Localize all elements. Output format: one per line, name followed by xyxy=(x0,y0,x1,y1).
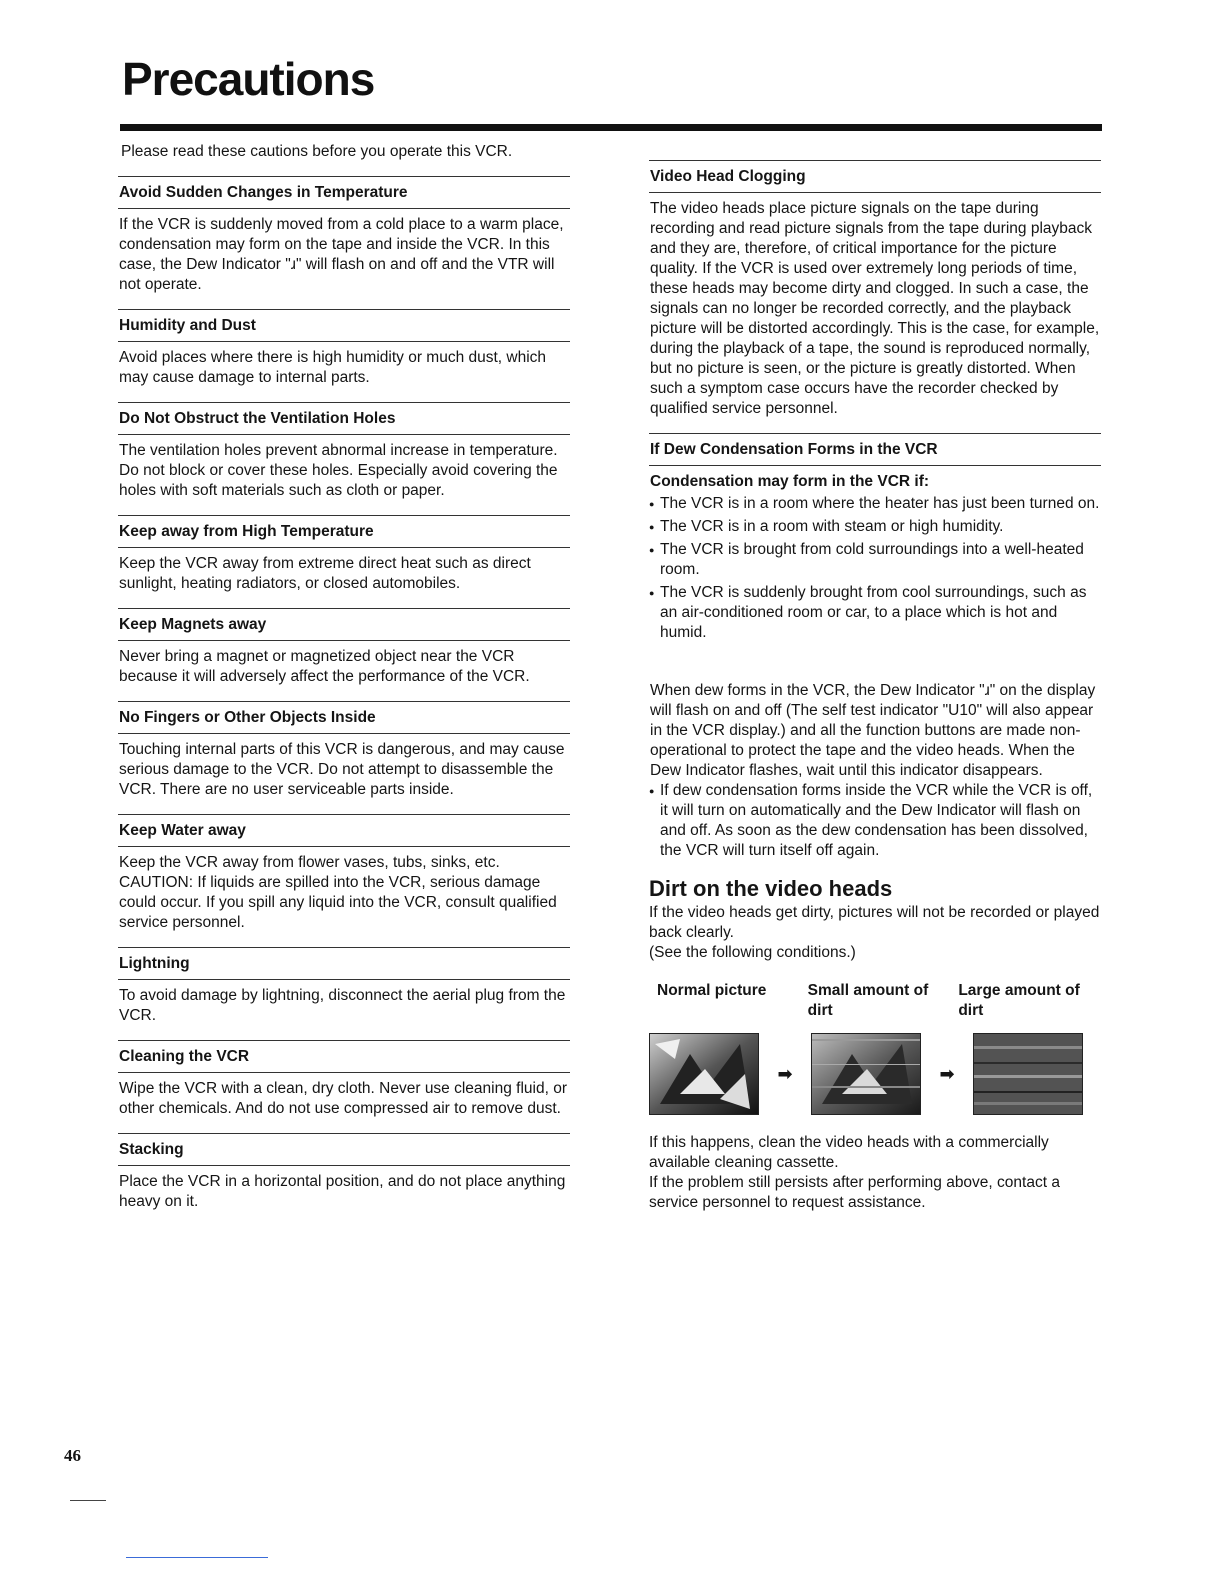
intro-text: Please read these cautions before you operate this VCR. xyxy=(121,143,513,160)
section-dirt-video-heads xyxy=(649,876,1101,1213)
section-heading: If Dew Condensation Forms in the VCR xyxy=(649,433,1101,466)
footer-line xyxy=(126,1557,268,1558)
section-heading: No Fingers or Other Objects Inside xyxy=(118,701,570,734)
section-cleaning xyxy=(118,1040,570,1119)
section-body: Place the VCR in a horizontal position, and do not place anything heavy on it. xyxy=(119,1173,566,1210)
section-body: If the VCR is suddenly moved from a cold place to a warm place, condensation may form on the tape and inside the VCR. In this case, the Dew Indicator "ɹ" will flash on and off and the VTR will not operate. xyxy=(119,216,564,293)
section-heading: Video Head Clogging xyxy=(649,160,1101,193)
dew-subheading: Condensation may form in the VCR if: xyxy=(650,473,930,490)
dew-condition-list xyxy=(649,494,1101,643)
dirt-intro-1: If the video heads get dirty, pictures will not be recorded or played back clearly. xyxy=(649,904,1100,941)
dirt-outro-1: If this happens, clean the video heads with a commercially available cleaning cassette. xyxy=(649,1134,1049,1171)
dirt-heading: Dirt on the video heads xyxy=(649,876,893,901)
dew-paragraph: When dew forms in the VCR, the Dew Indicator "ɹ" on the display will flash on and off (The self test indicator "U10" will also appear in the VCR display.) and all the function buttons are made non-operational to protect the tape and the video heads. When the Dew Indicator flashes, wait until this indicator disappears. xyxy=(650,682,1096,779)
label-normal-picture: Normal picture xyxy=(657,982,767,999)
section-stacking xyxy=(118,1133,570,1212)
section-video-head-clogging xyxy=(649,160,1101,419)
left-column xyxy=(118,142,570,1226)
list-item: ● The VCR is in a room where the heater has just been turned on. xyxy=(649,494,1101,514)
list-item: ● The VCR is in a room with steam or high humidity. xyxy=(649,517,1101,537)
small-dirt-image xyxy=(811,1033,921,1115)
section-body: Avoid places where there is high humidity or much dust, which may cause damage to internal parts. xyxy=(119,349,547,386)
section-lightning xyxy=(118,947,570,1026)
section-humidity-dust xyxy=(118,309,570,388)
page-title: Precautions xyxy=(122,53,375,105)
section-high-temperature xyxy=(118,515,570,594)
section-magnets xyxy=(118,608,570,687)
section-heading: Keep Magnets away xyxy=(118,608,570,641)
section-heading: Keep Water away xyxy=(118,814,570,847)
section-heading: Stacking xyxy=(118,1133,570,1166)
arrow-icon: ➡ xyxy=(777,1064,793,1084)
section-heading: Keep away from High Temperature xyxy=(118,515,570,548)
section-temperature-changes xyxy=(118,176,570,295)
section-heading: Lightning xyxy=(118,947,570,980)
section-body: The ventilation holes prevent abnormal increase in temperature. Do not block or cover these holes. Especially avoid covering the holes with soft materials such as cloth or paper. xyxy=(119,442,558,499)
list-item: ● The VCR is brought from cold surroundings into a well-heated room. xyxy=(649,540,1101,580)
section-heading: Do Not Obstruct the Ventilation Holes xyxy=(118,402,570,435)
right-column xyxy=(649,160,1101,1213)
title-rule xyxy=(120,124,1102,131)
dew-note-list xyxy=(649,781,1101,861)
section-water xyxy=(118,814,570,933)
footer-dash xyxy=(70,1500,106,1501)
section-body: Never bring a magnet or magnetized object near the VCR because it will adversely affect the performance of the VCR. xyxy=(119,648,530,685)
dirt-intro-2: (See the following conditions.) xyxy=(649,944,856,961)
section-dew-condensation xyxy=(649,433,1101,861)
section-ventilation xyxy=(118,402,570,501)
dirt-outro-2: If the problem still persists after performing above, contact a service personnel to request assistance. xyxy=(649,1174,1060,1211)
section-body: Touching internal parts of this VCR is dangerous, and may cause serious damage to the VCR. Do not attempt to disassemble the VCR. There are no user serviceable parts inside. xyxy=(119,741,565,798)
section-fingers-objects xyxy=(118,701,570,800)
page-number: 46 xyxy=(64,1446,81,1465)
section-heading: Humidity and Dust xyxy=(118,309,570,342)
section-body: The video heads place picture signals on the tape during recording and read picture signals from the tape during playback and they are, therefore, of critical importance for the picture quality. If the VCR is used over extremely long periods of time, these heads may become dirty and clogged. In such a case, the signals can no longer be recorded correctly, and the playback picture will be distorted accordingly. This is the case, for example, during the playback of a tape, the sound is reproduced normally, but no picture is seen, or the picture is greatly distorted. When such a symptom case occurs have the recorder checked by qualified service personnel. xyxy=(650,200,1100,417)
normal-picture-image xyxy=(649,1033,759,1115)
section-heading: Avoid Sudden Changes in Temperature xyxy=(118,176,570,209)
section-body: Keep the VCR away from extreme direct heat such as direct sunlight, heating radiators, or closed automobiles. xyxy=(119,555,531,592)
section-heading: Cleaning the VCR xyxy=(118,1040,570,1073)
label-large-dirt: Large amount of dirt xyxy=(958,982,1080,1019)
large-dirt-image xyxy=(973,1033,1083,1115)
section-body: To avoid damage by lightning, disconnect the aerial plug from the VCR. xyxy=(119,987,566,1024)
section-body: Keep the VCR away from flower vases, tubs, sinks, etc. CAUTION: If liquids are spilled into the VCR, serious damage could occur. If you spill any liquid into the VCR, consult qualified service personnel. xyxy=(119,854,557,931)
section-body: Wipe the VCR with a clean, dry cloth. Never use cleaning fluid, or other chemicals. And do not use compressed air to remove dust. xyxy=(119,1080,567,1117)
arrow-icon: ➡ xyxy=(939,1064,955,1084)
dirt-example-images xyxy=(649,1033,1101,1115)
dirt-labels xyxy=(649,981,1101,1025)
list-item: ● The VCR is suddenly brought from cool surroundings, such as an air-conditioned room or car, to a place which is hot and humid. xyxy=(649,583,1101,643)
label-small-dirt: Small amount of dirt xyxy=(807,982,929,1019)
list-item: ● If dew condensation forms inside the VCR while the VCR is off, it will turn on automatically and the Dew Indicator will flash on and off. As soon as the dew condensation has been dissolved, the VCR will turn itself off again. xyxy=(649,781,1101,861)
